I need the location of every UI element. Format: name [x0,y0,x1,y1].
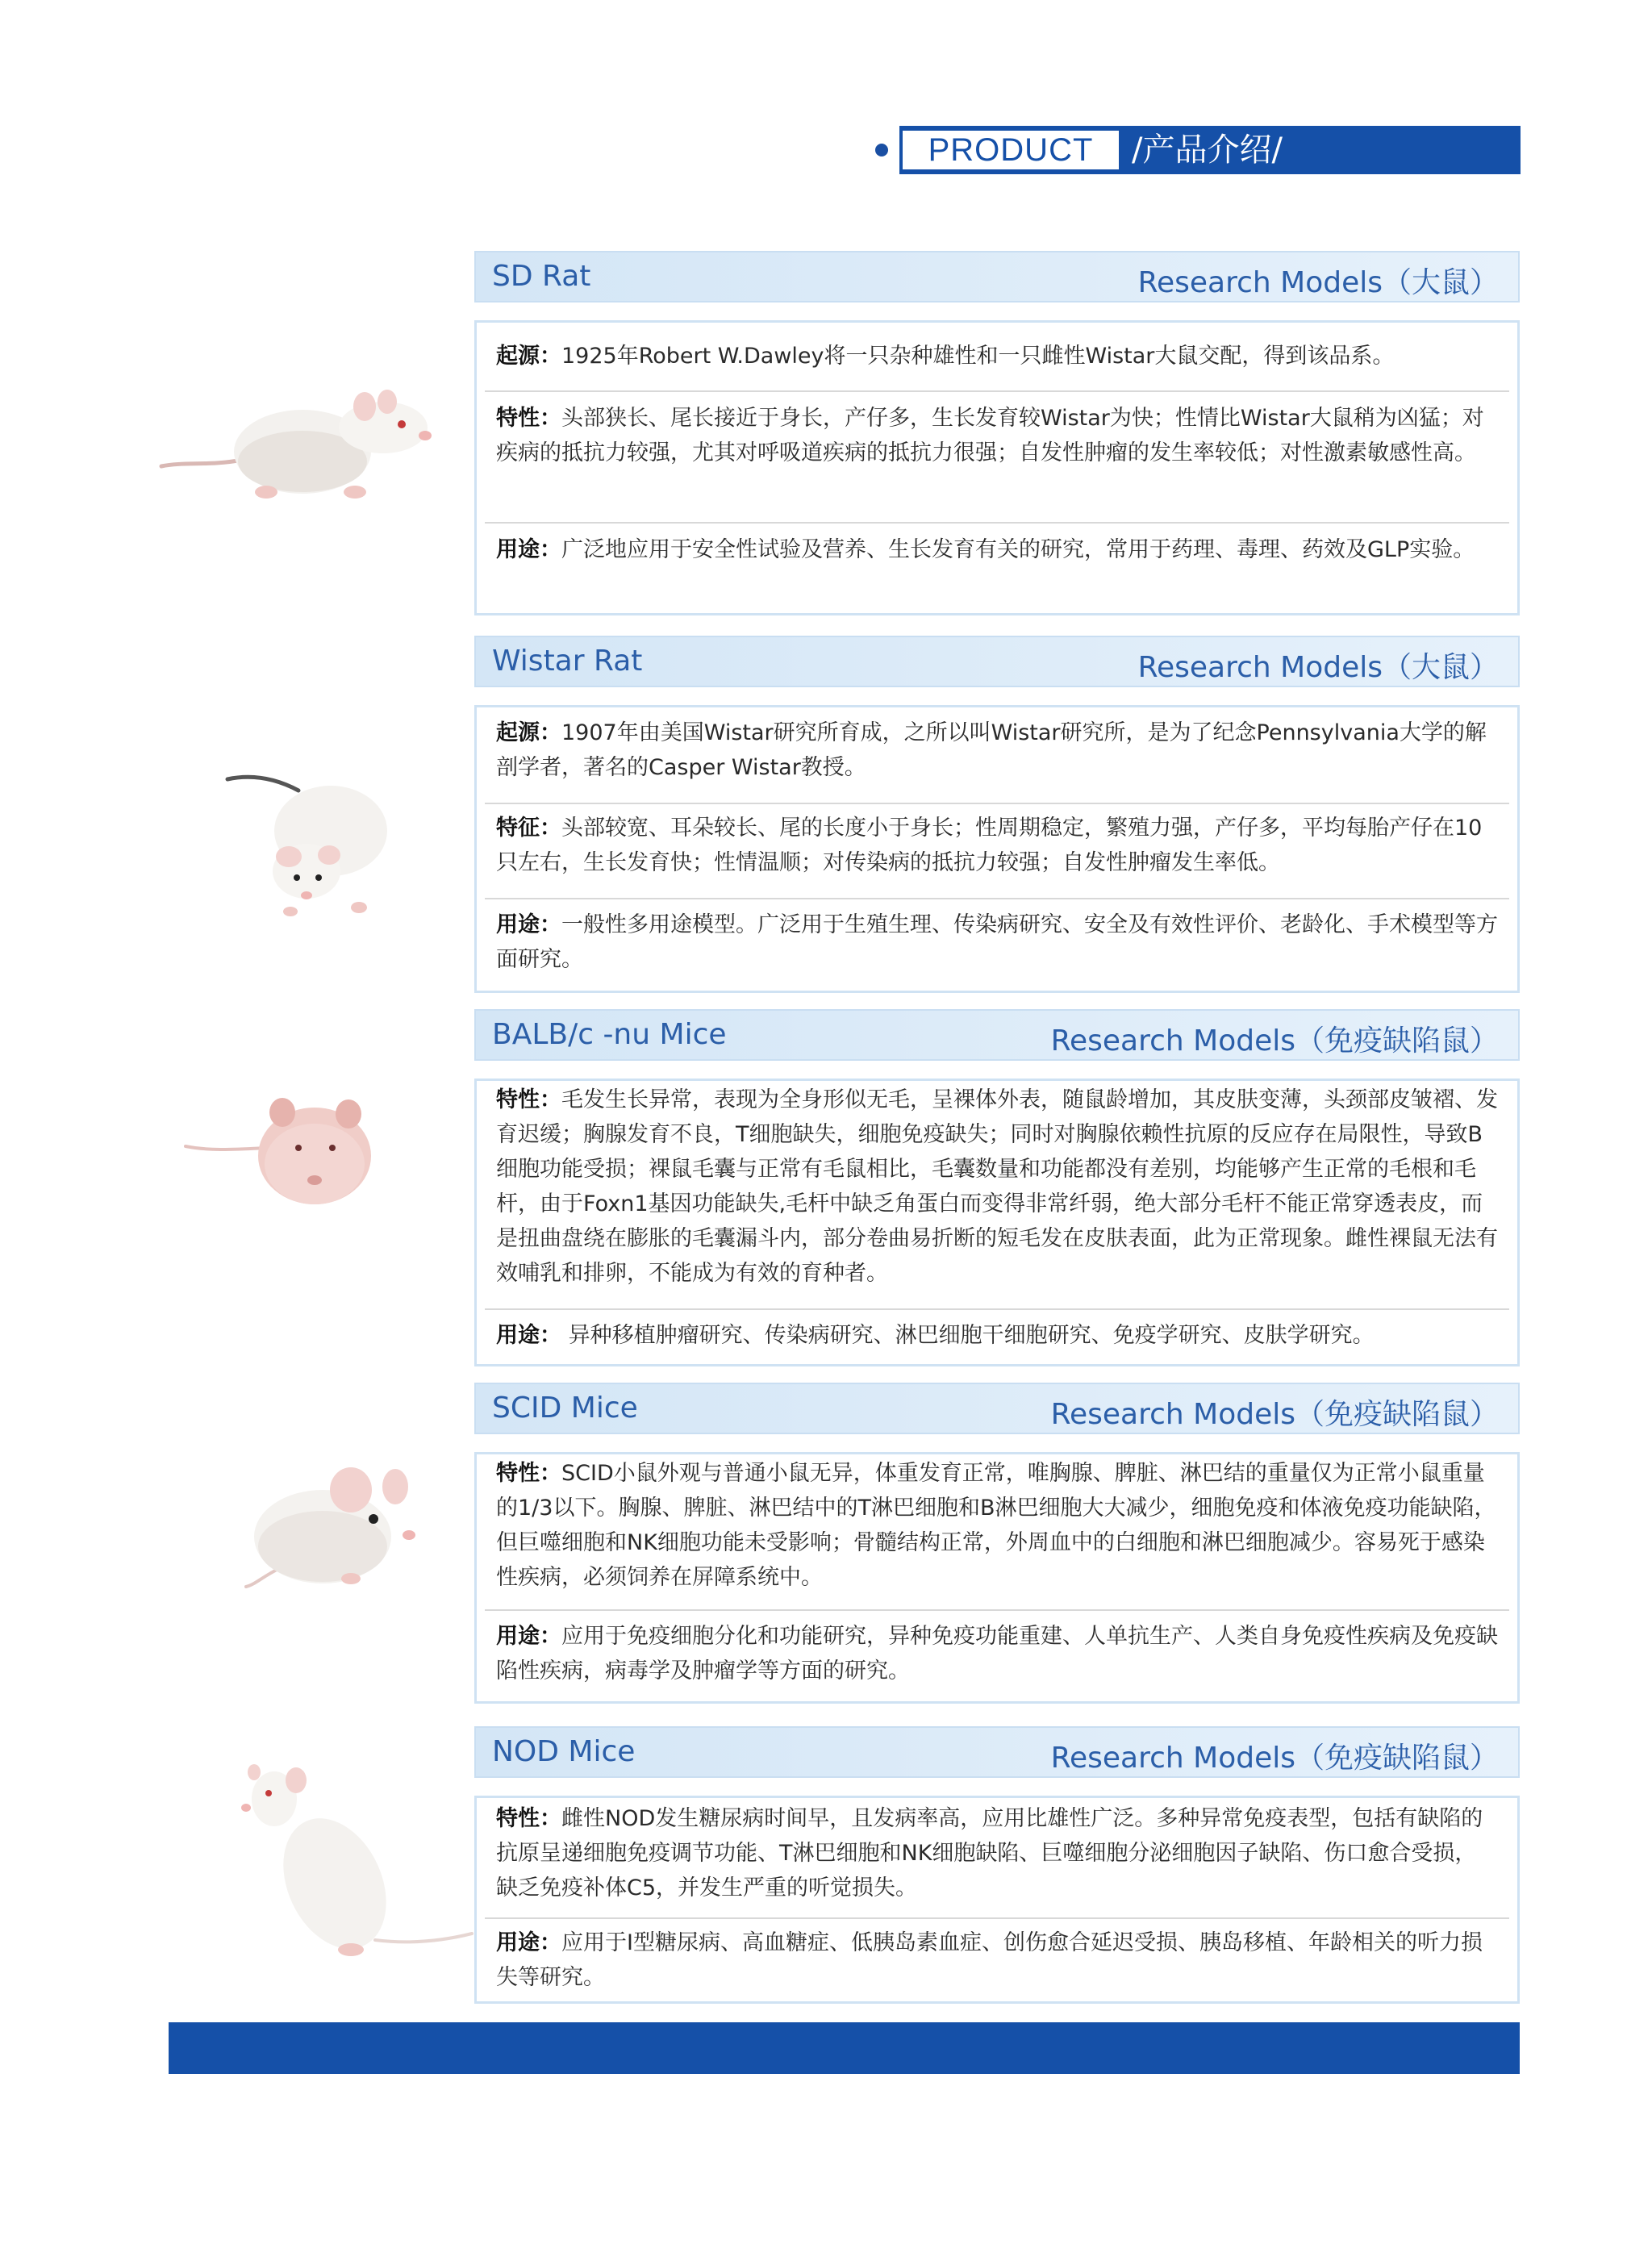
row-key: 用途： [496,912,561,937]
traits-row [496,1456,1498,1595]
section-title-bar [474,636,1520,687]
scid-mouse-image [230,1456,432,1593]
footer-bar [169,2022,1520,2074]
section-content [474,1796,1520,2004]
usage-row [496,907,1498,977]
section-content [474,320,1520,615]
model-name: BALB/c -nu Mice [492,1018,727,1051]
row-text: 1907年由美国Wistar研究所育成，之所以叫Wistar研究所，是为了纪念Pennsylvania大学的解剖学者，著名的Casper Wistar教授。 [496,720,1487,780]
row-text: 应用于免疫细胞分化和功能研究，异种免疫功能重建、人单抗生产、人类自身免疫性疾病及免疫缺陷性疾病，病毒学及肿瘤学等方面的研究。 [496,1624,1498,1683]
row-text: 雌性NOD发生糖尿病时间早，且发病率高，应用比雄性广泛。多种异常免疫表型，包括有缺陷的抗原呈递细胞免疫调节功能、T淋巴细胞和NK细胞缺陷、巨噬细胞分泌细胞因子缺陷、伤口愈合受损，缺乏免疫补体C5，并发生严重的听觉损失。 [496,1806,1483,1900]
model-category: Research Models（免疫缺陷鼠） [1050,1024,1499,1058]
row-key: 特性： [496,1806,561,1831]
section-content [474,1079,1520,1366]
traits-row [496,401,1498,470]
row-text: 应用于I型糖尿病、高血糖症、低胰岛素血症、创伤愈合延迟受损、胰岛移植、年龄相关的听力损失等研究。 [496,1930,1483,1990]
usage-row [496,532,1498,567]
row-key: 特性： [496,1087,561,1112]
row-key: 特性： [496,406,561,431]
model-name: Wistar Rat [492,645,643,678]
section-title-bar [474,1009,1520,1061]
section-content [474,1452,1520,1704]
row-text: 毛发生长异常，表现为全身形似无毛，呈裸体外表，随鼠龄增加，其皮肤变薄，头颈部皮皱褶、发育迟缓；胸腺发育不良，T细胞缺失，细胞免疫缺失；同时对胸腺依赖性抗原的反应存在局限性，导致B细胞功能受损；裸鼠毛囊与正常有毛鼠相比，毛囊数量和功能都没有差别，均能够产生正常的毛根和毛杆，由于Foxn1基因功能缺失,毛杆中缺乏角蛋白而变得非常纤弱，绝大部分毛杆不能正常穿透表皮，而是扭曲盘绕在膨胀的毛囊漏斗内，部分卷曲易折断的短毛发在皮肤表面，此为正常现象。雌性裸鼠无法有效哺乳和排卵，不能成为有效的育种者。 [496,1087,1498,1286]
section-title-bar [474,1726,1520,1778]
row-key: 特性： [496,1461,561,1486]
usage-row [496,1318,1498,1353]
row-divider [485,803,1509,804]
origin-row [496,339,1498,373]
model-name: SCID Mice [492,1391,638,1425]
section-balbc-nu-mice [474,1009,1520,1366]
traits-row [496,811,1498,880]
row-key: 用途： [496,537,561,562]
model-category: Research Models（大鼠） [1137,266,1499,299]
nude-mouse-image [177,1085,387,1222]
row-text: 异种移植肿瘤研究、传染病研究、淋巴细胞干细胞研究、免疫学研究、皮肤学研究。 [561,1323,1375,1348]
row-text: 一般性多用途模型。广泛用于生殖生理、传染病研究、安全及有效性评价、老龄化、手术模型等方面研究。 [496,912,1498,972]
row-divider [485,390,1509,392]
section-sd-rat [474,251,1520,615]
wistar-rat-image [218,766,403,928]
page-header [875,126,1521,174]
nod-mouse-image [230,1763,480,1964]
section-scid-mice [474,1383,1520,1704]
model-category: Research Models（免疫缺陷鼠） [1050,1742,1499,1775]
bullet-dot-icon [875,144,888,156]
row-key: 用途： [496,1624,561,1649]
row-divider [485,1609,1509,1611]
row-key: 特征： [496,816,561,841]
model-category: Research Models（大鼠） [1137,651,1499,684]
section-nod-mice [474,1726,1520,2004]
model-name: NOD Mice [492,1735,636,1768]
row-text: 广泛地应用于安全性试验及营养、生长发育有关的研究，常用于药理、毒理、药效及GLP实验。 [561,537,1475,562]
row-key: 用途： [496,1323,561,1348]
traits-row [496,1083,1498,1291]
row-divider [485,522,1509,524]
model-name: SD Rat [492,260,591,293]
row-divider [485,1917,1509,1919]
section-content [474,705,1520,993]
usage-row [496,1619,1498,1688]
section-title-bar [474,251,1520,302]
row-divider [485,898,1509,899]
row-key: 起源： [496,344,561,369]
origin-row [496,716,1498,785]
row-key: 用途： [496,1930,561,1955]
row-text: 头部较宽、耳朵较长、尾的长度小于身长；性周期稳定，繁殖力强，产仔多，平均每胎产仔在10只左右，生长发育快；性情温顺；对传染病的抵抗力较强；自发性肿瘤发生率低。 [496,816,1483,875]
usage-row [496,1925,1498,1995]
row-text: SCID小鼠外观与普通小鼠无异，体重发育正常，唯胸腺、脾脏、淋巴结的重量仅为正常小鼠重量的1/3以下。胸腺、脾脏、淋巴结中的T淋巴细胞和B淋巴细胞大大减少，细胞免疫和体液免疫功能缺陷，但巨噬细胞和NK细胞功能未受影响；骨髓结构正常，外周血中的白细胞和淋巴细胞减少。容易死于感染性疾病，必须饲养在屏障系统中。 [496,1461,1496,1590]
traits-row [496,1801,1498,1905]
section-title-bar [474,1383,1520,1434]
sd-rat-image [153,371,476,516]
row-text: 1925年Robert W.Dawley将一只杂种雄性和一只雌性Wistar大鼠交配，得到该品系。 [561,344,1395,369]
product-label: PRODUCT [901,129,1120,171]
row-key: 起源： [496,720,561,745]
row-text: 头部狭长、尾长接近于身长，产仔多，生长发育较Wistar为快；性情比Wistar大鼠稍为凶猛；对疾病的抵抗力较强，尤其对呼吸道疾病的抵抗力很强；自发性肿瘤的发生率较低；对性激素敏感性高。 [496,406,1484,465]
model-category: Research Models（免疫缺陷鼠） [1050,1398,1499,1431]
header-title-cn: /产品介绍/ [1132,131,1283,169]
section-wistar-rat [474,636,1520,993]
row-divider [485,1308,1509,1310]
